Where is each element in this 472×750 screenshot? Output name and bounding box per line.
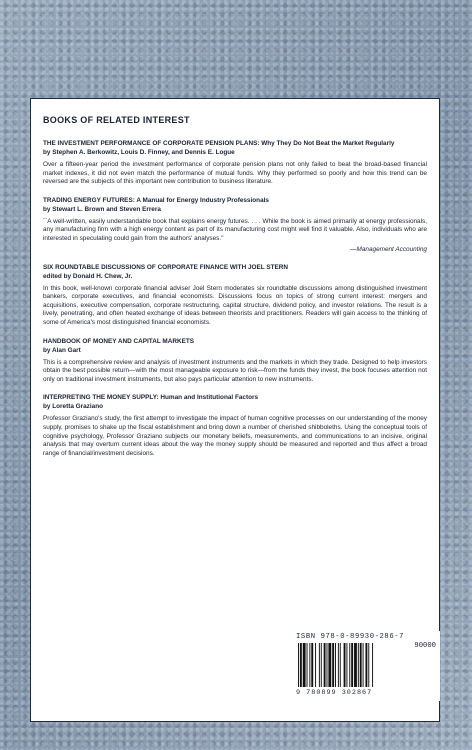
book-entry <box>43 263 427 328</box>
book-authors: by Alan Gart <box>43 346 81 354</box>
book-description: In this book, well-known corporate financial adviser Joel Stern moderates six roundtable discussions among distinguished investment bankers, corporate executives, and financial economists. Discussions focus on topics of strong current interest: mergers and acquisitions, executive compensation, corporate restructuring, capital structure, dividend policy, and investor relations. The result is a lively, penetrating, and often heated exchange of ideas between theorists and practitioners. Readers will gain access to the thinking of some of America's most distinguished financial economists. <box>43 284 427 326</box>
related-books-panel <box>30 98 440 722</box>
book-title: INTERPRETING THE MONEY SUPPLY: Human and Institutional Factors <box>43 394 259 402</box>
book-title: THE INVESTMENT PERFORMANCE OF CORPORATE PENSION PLANS: Why They Do Not Beat the Market Regularly <box>43 140 395 147</box>
book-authors: by Loretta Graziano <box>43 403 104 411</box>
book-title: SIX ROUNDTABLE DISCUSSIONS OF CORPORATE FINANCE WITH JOEL STERN <box>43 263 288 271</box>
book-description: ``A well-written, easily understandable book that explains energy futures. . . . While the book is aimed primarily at energy professionals, any manufacturing firm with a high energy content as part of its manufacturing cost might well find it valuable. Also, individuals who are interested in speculating could gain from the authors' analyses.'' <box>43 217 427 242</box>
book-entry <box>43 196 427 254</box>
isbn-text: ISBN 978-0-89930-286-7 <box>296 633 405 641</box>
book-description: Over a fifteen-year period the investment performance of corporate pension plans not only failed to beat the broad-based financial market indexes, it did not even match the performance of mutual funds. Why they performed so poorly and how this trend can be reversed are the subjects of this important new contribution to business literature. <box>43 161 427 186</box>
book-title: HANDBOOK OF MONEY AND CAPITAL MARKETS <box>43 337 195 345</box>
book-entry <box>43 337 427 385</box>
barcode-number: 9 780899 302867 <box>296 689 373 697</box>
book-description: This is a comprehensive review and analysis of investment instruments and the markets in which they trade. Designed to help investors obtain the best possible return—with the most manageable exposure to risk—from the funds they invest, the book focuses attention not only on traditional investment instruments, but also pays particular attention to new instruments. <box>43 358 427 383</box>
price-code: 90000 <box>414 642 436 650</box>
book-authors: by Stewart L. Brown and Steven Errera <box>43 205 161 213</box>
book-authors: by Stephen A. Berkowitz, Louis D. Finney, and Dennis E. Logue <box>43 149 235 156</box>
book-authors: edited by Donald H. Chew, Jr. <box>43 272 133 280</box>
book-description: Professor Graziano's study, the first attempt to investigate the impact of human cognitive processes on our understanding of the money supply, promises to shake up the fiscal establishment and bring down a number of cherished shibboleths. Using the conceptual tools of cognitive psychology, Professor Graziano subjects our monetary beliefs, measurements, and communications to an incisive, original analysis that may overturn current ideas about the way the money supply should be measured and reported and thus affect a broad range of financial/investment decisions. <box>43 415 427 457</box>
barcode-icon <box>296 643 398 689</box>
book-entry <box>43 139 427 187</box>
book-entry <box>43 393 427 458</box>
isbn-barcode-block <box>294 631 440 701</box>
book-title: TRADING ENERGY FUTURES: A Manual for Energy Industry Professionals <box>43 196 269 204</box>
section-heading: BOOKS OF RELATED INTEREST <box>43 115 190 125</box>
quote-attribution: —Management Accounting <box>350 245 427 253</box>
